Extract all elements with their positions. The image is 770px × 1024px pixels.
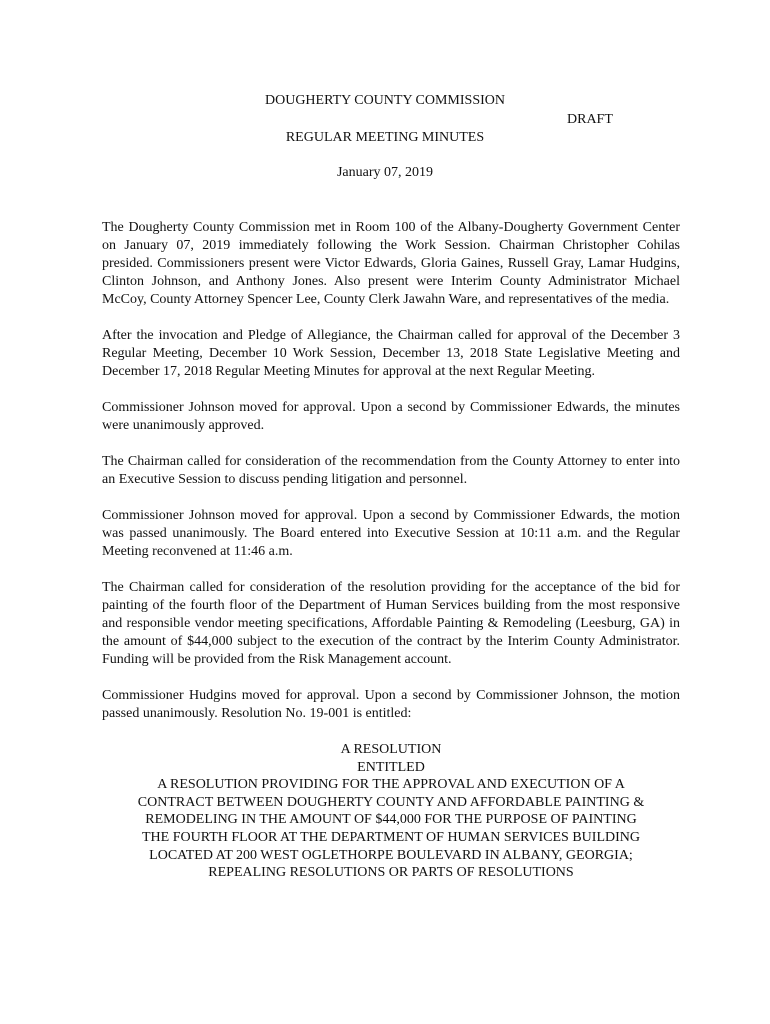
resolution-line: REPEALING RESOLUTIONS OR PARTS OF RESOLUTIONS	[208, 865, 574, 881]
resolution-line: LOCATED AT 200 WEST OGLETHORPE BOULEVARD IN ALBANY, GEORGIA;	[149, 847, 633, 863]
paragraph-minutes-motion: Commissioner Johnson moved for approval. Upon a second by Commissioner Edwards, the minutes were unanimously approved.	[102, 400, 680, 433]
resolution-line: A RESOLUTION PROVIDING FOR THE APPROVAL AND EXECUTION OF A	[157, 777, 625, 793]
paragraph-executive-session-motion: Commissioner Johnson moved for approval. Upon a second by Commissioner Edwards, the motion was passed unanimously. The Board entered into Executive Session at 10:11 a.m. and the Regular Meeting reconvened at 11:46 a.m.	[102, 508, 680, 559]
meeting-date: January 07, 2019	[336, 165, 434, 180]
resolution-line: CONTRACT BETWEEN DOUGHERTY COUNTY AND AFFORDABLE PAINTING &	[137, 794, 645, 810]
paragraph-attendance: The Dougherty County Commission met in Room 100 of the Albany-Dougherty Government Center on January 07, 2019 immediately following the Work Session. Chairman Christopher Cohilas presided. Commissioners present were Victor Edwards, Gloria Gaines, Russell Gray, Lamar Hudgins, Clinton Johnson, and Anthony Jones. Also present were Interim County Administrator Michael McCoy, County Attorney Spencer Lee, County Clerk Jawahn Ware, and representatives of the media.	[102, 220, 680, 307]
minutes-body	[102, 219, 680, 882]
paragraph-minutes-approval-request: After the invocation and Pledge of Allegiance, the Chairman called for approval of the December 3 Regular Meeting, December 10 Work Session, December 13, 2018 State Legislative Meeting and December 17, 2018 Regular Meeting Minutes for approval at the next Regular Meeting.	[102, 328, 680, 379]
resolution-line: ENTITLED	[357, 759, 425, 775]
paragraph-resolution-motion: Commissioner Hudgins moved for approval. Upon a second by Commissioner Johnson, the motion passed unanimously. Resolution No. 19-001 is entitled:	[102, 688, 680, 721]
meeting-type-heading: REGULAR MEETING MINUTES	[285, 130, 485, 145]
paragraph-painting-bid: The Chairman called for consideration of the resolution providing for the acceptance of the bid for painting of the fourth floor of the Department of Human Services building from the most responsive and responsible vendor meeting specifications, Affordable Painting & Remodeling (Leesburg, GA) in the amount of $44,000 subject to the execution of the contract by the Interim County Administrator. Funding will be provided from the Risk Management account.	[102, 580, 680, 667]
draft-label: DRAFT	[567, 112, 613, 127]
resolution-title-block	[102, 741, 680, 882]
paragraph-executive-session-request: The Chairman called for consideration of the recommendation from the County Attorney to enter into an Executive Session to discuss pending litigation and personnel.	[102, 454, 680, 487]
organization-heading: DOUGHERTY COUNTY COMMISSION	[264, 93, 506, 108]
resolution-line: A RESOLUTION	[340, 742, 442, 757]
resolution-line: THE FOURTH FLOOR AT THE DEPARTMENT OF HUMAN SERVICES BUILDING	[142, 829, 640, 845]
resolution-line: REMODELING IN THE AMOUNT OF $44,000 FOR THE PURPOSE OF PAINTING	[145, 812, 637, 828]
